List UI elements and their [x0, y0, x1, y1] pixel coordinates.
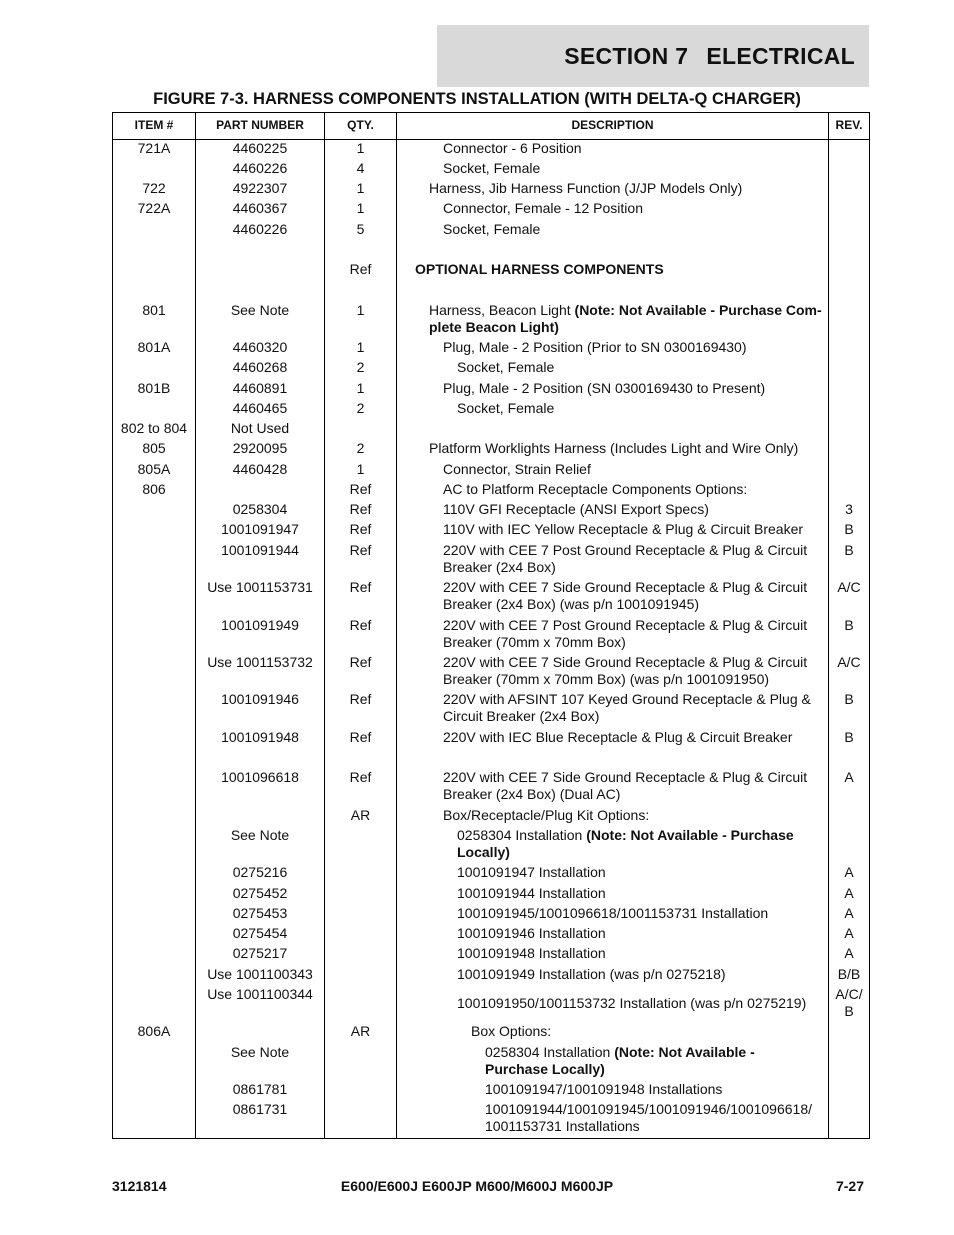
figure-title: FIGURE 7-3. HARNESS COMPONENTS INSTALLATION (WITH DELTA-Q CHARGER) — [153, 90, 801, 108]
description — [443, 339, 825, 356]
description-text: Socket, Female — [443, 221, 541, 237]
description — [443, 140, 825, 157]
item-number: 801B — [137, 380, 171, 396]
description — [443, 521, 825, 538]
description-note: (Note: Not Available - Purchase Locally) — [457, 827, 794, 860]
quantity: 4 — [356, 160, 365, 176]
description — [443, 542, 825, 576]
part-number: See Note — [230, 1044, 290, 1060]
description-text: 220V with CEE 7 Side Ground Receptacle & Plug & Circuit Breaker (2x4 Box) (Dual AC) — [443, 769, 808, 802]
column-divider — [396, 112, 397, 1139]
item-number: 806A — [137, 1023, 171, 1039]
description — [485, 1101, 817, 1135]
description-text: Box/Receptacle/Plug Kit Options: — [443, 807, 650, 823]
description — [485, 1081, 817, 1098]
item-number: 801 — [142, 302, 166, 318]
description — [457, 885, 817, 902]
revision: B — [844, 691, 854, 707]
description-text: Socket, Female — [457, 400, 555, 416]
footer-doc-number: 3121814 — [112, 1178, 167, 1194]
item-number: 722A — [137, 200, 171, 216]
revision: B — [844, 521, 854, 537]
part-number: 0275452 — [232, 885, 288, 901]
description-text: 220V with CEE 7 Side Ground Receptacle & Plug & Circuit Breaker (70mm x 70mm Box) (was p/n 1001091950) — [443, 654, 808, 687]
description-text: Connector - 6 Position — [443, 140, 582, 156]
revision: A/C — [837, 654, 861, 670]
quantity: Ref — [349, 481, 372, 497]
description-text: Connector, Strain Relief — [443, 461, 591, 477]
description-text: 1001091944/1001091945/1001091946/1001096618/ 1001153731 Installations — [485, 1101, 813, 1134]
part-number: 1001091946 — [221, 691, 299, 707]
part-number: 0275216 — [232, 864, 288, 880]
quantity: Ref — [349, 769, 372, 785]
description-text: 1001091949 Installation (was p/n 0275218) — [457, 966, 726, 982]
quantity: 1 — [356, 180, 365, 196]
description — [443, 501, 825, 518]
description-text: Connector, Female - 12 Position — [443, 200, 643, 216]
column-header-description: DESCRIPTION — [571, 118, 654, 132]
part-number: 0861781 — [232, 1081, 288, 1097]
description — [443, 380, 825, 397]
part-number: 0275454 — [232, 925, 288, 941]
revision: A/C — [837, 579, 861, 595]
description-text: 1001091950/1001153732 Installation (was p/n 0275219) — [457, 995, 807, 1011]
quantity: Ref — [349, 501, 372, 517]
part-number: 4922307 — [232, 180, 288, 196]
item-number: 721A — [137, 140, 171, 156]
description-text: 1001091947 Installation — [457, 864, 606, 880]
part-number: Use 1001153732 — [207, 654, 313, 670]
part-number: Not Used — [230, 420, 290, 436]
revision: A — [844, 945, 854, 961]
quantity: 2 — [356, 359, 365, 375]
part-number: 4460367 — [232, 200, 288, 216]
description-text: 1001091948 Installation — [457, 945, 606, 961]
section-header — [437, 25, 869, 87]
part-number: 0861731 — [232, 1101, 288, 1117]
description — [443, 654, 825, 688]
description-text: Socket, Female — [443, 160, 541, 176]
description — [457, 966, 817, 983]
description — [443, 481, 825, 498]
part-number: 4460320 — [232, 339, 288, 355]
quantity: 5 — [356, 221, 365, 237]
description — [457, 827, 817, 861]
item-number: 801A — [137, 339, 171, 355]
description — [457, 400, 817, 417]
quantity: Ref — [349, 691, 372, 707]
description — [457, 864, 817, 881]
description-text: 220V with AFSINT 107 Keyed Ground Receptacle & Plug & Circuit Breaker (2x4 Box) — [443, 691, 811, 724]
description-text: 110V GFI Receptacle (ANSI Export Specs) — [443, 501, 709, 517]
quantity: Ref — [349, 729, 372, 745]
revision: 3 — [845, 501, 853, 517]
footer-models: E600/E600J E600JP M600/M600J M600JP — [340, 1178, 614, 1194]
part-number: 4460428 — [232, 461, 288, 477]
description — [457, 995, 817, 1012]
description-text: AC to Platform Receptacle Components Options: — [443, 481, 748, 497]
part-number: See Note — [230, 827, 290, 843]
column-header-part-number: PART NUMBER — [216, 118, 304, 132]
revision: A — [844, 885, 854, 901]
revision: A — [844, 769, 854, 785]
quantity: 1 — [356, 302, 365, 318]
description — [457, 359, 817, 376]
revision: A/C/ B — [835, 986, 863, 1019]
description-text: Harness, Beacon Light — [429, 302, 575, 318]
description — [429, 440, 823, 457]
part-number: Use 1001153731 — [207, 579, 313, 595]
part-number: 4460226 — [232, 221, 288, 237]
revision: B — [844, 729, 854, 745]
description — [443, 617, 825, 651]
description-text: 220V with CEE 7 Post Ground Receptacle & Plug & Circuit Breaker (70mm x 70mm Box) — [443, 617, 808, 650]
description — [443, 461, 825, 478]
quantity: 1 — [356, 140, 365, 156]
item-number: 805 — [142, 440, 166, 456]
description-text: 1001091946 Installation — [457, 925, 606, 941]
part-number: 1001091947 — [221, 521, 299, 537]
description-text: Box Options: — [471, 1023, 552, 1039]
revision: A — [844, 905, 854, 921]
part-number: 1001096618 — [221, 769, 299, 785]
description — [471, 1023, 817, 1040]
part-number: 1001091948 — [221, 729, 299, 745]
description — [457, 905, 817, 922]
revision: A — [844, 925, 854, 941]
description — [485, 1044, 817, 1078]
description-text: 110V with IEC Yellow Receptacle & Plug & Circuit Breaker — [443, 521, 804, 537]
description — [429, 180, 823, 197]
revision: A — [844, 864, 854, 880]
description — [415, 261, 820, 278]
description-text: 0258304 Installation — [485, 1044, 615, 1060]
description — [443, 160, 825, 177]
item-number: 722 — [142, 180, 166, 196]
part-number: See Note — [230, 302, 290, 318]
column-header-rev: REV. — [835, 118, 863, 132]
description — [443, 200, 825, 217]
quantity: AR — [350, 807, 371, 823]
description — [457, 925, 817, 942]
quantity: Ref — [349, 521, 372, 537]
description — [443, 579, 825, 613]
part-number: 1001091949 — [221, 617, 299, 633]
description — [443, 769, 825, 803]
item-number: 802 to 804 — [120, 420, 188, 436]
part-number: 1001091944 — [221, 542, 299, 558]
part-number: 4460225 — [232, 140, 288, 156]
description-text: Platform Worklights Harness (Includes Light and Wire Only) — [429, 440, 799, 456]
quantity: Ref — [349, 542, 372, 558]
quantity: Ref — [349, 617, 372, 633]
description — [443, 221, 825, 238]
quantity: Ref — [349, 654, 372, 670]
part-number: 4460268 — [232, 359, 288, 375]
description — [443, 729, 825, 746]
description-text: Plug, Male - 2 Position (SN 0300169430 to Present) — [443, 380, 766, 396]
quantity: Ref — [349, 579, 372, 595]
description-text: 0258304 Installation — [457, 827, 587, 843]
description — [443, 691, 825, 725]
section-name: ELECTRICAL — [706, 42, 855, 69]
description-text: Harness, Jib Harness Function (J/JP Models Only) — [429, 180, 743, 196]
description-text: 220V with CEE 7 Post Ground Receptacle & Plug & Circuit Breaker (2x4 Box) — [443, 542, 808, 575]
description — [443, 807, 825, 824]
description — [429, 302, 823, 336]
description-text: 1001091944 Installation — [457, 885, 606, 901]
quantity: Ref — [349, 261, 372, 277]
description-note: (Note: Not Available - Purchase Com-plete Beacon Light) — [429, 302, 822, 335]
quantity: AR — [350, 1023, 371, 1039]
section-label: SECTION 7 — [564, 42, 689, 69]
part-number: Use 1001100343 — [207, 966, 313, 982]
description — [457, 945, 817, 962]
column-header-item: ITEM # — [134, 118, 174, 132]
description-text: Socket, Female — [457, 359, 555, 375]
quantity: 2 — [356, 440, 365, 456]
item-number: 806 — [142, 481, 166, 497]
description-text: 1001091945/1001096618/1001153731 Installation — [457, 905, 769, 921]
description-text: Plug, Male - 2 Position (Prior to SN 0300169430) — [443, 339, 747, 355]
description-note: (Note: Not Available - Purchase Locally) — [485, 1044, 755, 1077]
revision: B — [844, 542, 854, 558]
part-number: 4460226 — [232, 160, 288, 176]
part-number: 4460465 — [232, 400, 288, 416]
description-text: 220V with CEE 7 Side Ground Receptacle & Plug & Circuit Breaker (2x4 Box) (was p/n 1001091945) — [443, 579, 808, 612]
part-number: 0275217 — [232, 945, 288, 961]
part-number: 2920095 — [232, 440, 288, 456]
column-header-qty: QTY. — [347, 118, 374, 132]
part-number: 0258304 — [232, 501, 288, 517]
quantity: 1 — [356, 380, 365, 396]
part-number: Use 1001100344 — [207, 986, 313, 1002]
part-number: 4460891 — [232, 380, 288, 396]
description-text: 220V with IEC Blue Receptacle & Plug & Circuit Breaker — [443, 729, 793, 745]
item-number: 805A — [137, 461, 171, 477]
quantity: 2 — [356, 400, 365, 416]
revision: B — [844, 617, 854, 633]
description-text: 1001091947/1001091948 Installations — [485, 1081, 723, 1097]
quantity: 1 — [356, 339, 365, 355]
revision: B/B — [837, 966, 861, 982]
description-note: OPTIONAL HARNESS COMPONENTS — [415, 261, 664, 277]
part-number: 0275453 — [232, 905, 288, 921]
footer-page-number: 7-27 — [835, 1178, 864, 1194]
quantity: 1 — [356, 200, 365, 216]
quantity: 1 — [356, 461, 365, 477]
